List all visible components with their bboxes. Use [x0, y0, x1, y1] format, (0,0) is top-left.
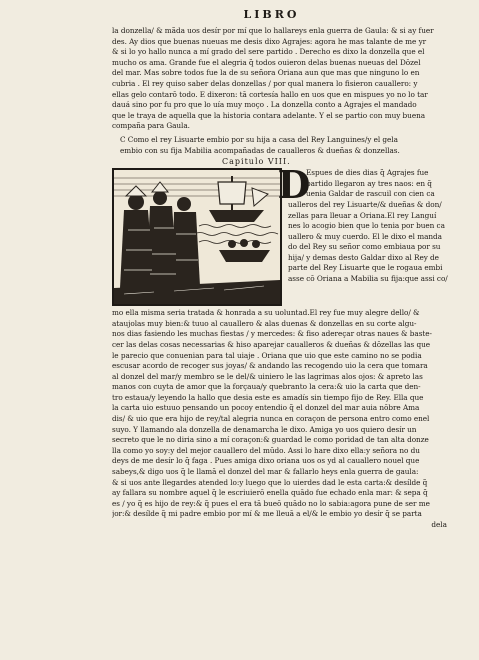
- text-line: sabeys,& digo uos q̃ le llamā el donzel del mar & fallarlo heys enla guerra de gaula:: [112, 467, 419, 477]
- text-line: le parecio que conuenian para tal uiaje . Oriana que uio que este camino no se podia: [112, 350, 422, 360]
- text-line: nos dias fasiendo les muchas fiestas / y mercedes: & fiso adereçar otras naues & baste-: [112, 329, 432, 339]
- main-paragraph: [112, 308, 451, 520]
- text-line: zellas para lleuar a Oriana.El rey Languí: [288, 210, 437, 220]
- catchword: dela: [431, 520, 447, 529]
- text-line: que le traya de aquella que la historia contara adelante. Y el se partio con muy buena: [112, 110, 426, 120]
- text-line: do del Rey su señor como embiaua por su: [288, 242, 441, 252]
- text-line: secreto que le no diria sino a mí coraçon:& guardad le como poridad de tan alta donze: [112, 435, 429, 445]
- text-line: es / yo q̃ es hijo de rey:& q̃ pues el era tā bueō quādo no lo sabia:agora pune de ser me: [112, 498, 430, 508]
- text-line: asse cō Oriana a Mabilia su fija:que assi co/: [288, 274, 448, 284]
- text-line: la carta uio estuuo pensando un pocoy entendio q̃ el donzel del mar auia nōbre Ama: [112, 403, 420, 413]
- text-line: compaña para Gaula.: [112, 121, 190, 131]
- text-line: & si lo yo hallo nunca a mí grado del sere partido . Derecho es dixo la donzella que el: [112, 47, 425, 57]
- drop-cap: D: [277, 162, 311, 208]
- text-line: al donzel del mar/y membro se le del/& uiniero le las lagrimas alos ojos: & apreto las: [112, 371, 423, 381]
- woodcut-scene-icon: [114, 170, 280, 304]
- beside-text: [288, 168, 451, 285]
- text-line: Espues de dies dias q̃ Agrajes fue: [306, 168, 429, 178]
- text-line: & si uos ante llegardes atended lo:y luego que lo uierdes dad le esta carta:& desílde q̃: [112, 477, 428, 487]
- caption-line: C Como el rey Lisuarte embio por su hija a casa del Rey Languines/y el gela: [120, 134, 398, 144]
- text-line: ay fallara su nombre aquel q̃ le escriuierō enella quādo fue echado enla mar: & sepa q̃: [112, 488, 428, 498]
- text-line: lla como yo soy:y del mejor cauallero del mūdo. Assi lo hare dixo ella:y señora no du: [112, 445, 420, 455]
- text-line: uallero & muy cuerdo. El le dixo el manda: [288, 231, 442, 241]
- text-line: cer las delas cosas necessarias & hiso aparejar caualleros & dueñas & dōzellas las que: [112, 339, 431, 349]
- text-line: cubria . El rey quiso saber delas donzellas / por qual manera lo fisieron cauallero: y: [112, 78, 418, 88]
- text-line: del mar. Mas sobre todos fue la de su señora Oriana aun que mas que ninguno lo en: [112, 68, 420, 78]
- top-paragraph: [112, 26, 451, 132]
- text-line: nes lo acogio bien que lo tenia por buen ca: [288, 221, 445, 231]
- caption-line: embio con su fija Mabilia acompañadas de caualleros & dueñas & donzellas.: [120, 145, 400, 155]
- text-line: des. Ay dios que buenas nueuas me desis dixo Agrajes: agora he mas talante de me yr: [112, 36, 427, 46]
- text-line: ualleros del rey Lisuarte/& dueñas & don/: [288, 199, 442, 209]
- text-line: ellas gelo contarō todo. E dixeron: tā cortesía hallo en uos que en mispues yo no lo tar: [112, 89, 428, 99]
- text-line: la donzella/ & mãda uos desír por mí que lo hallareys enla guerra de Gaula: & si ay fuer: [112, 26, 434, 35]
- woodcut-illustration: [112, 168, 282, 306]
- text-line: manos con cuyta de amor que la forçaua/y quebranto la cera:& uio la carta que den-: [112, 382, 421, 392]
- text-line: uenia Galdar de rascuil con cien ca: [306, 189, 435, 199]
- chapter-caption: [112, 135, 451, 156]
- text-line: dauá sino por fu pro que lo uía muy moço . La donzella conto a Agrajes el mandado: [112, 100, 417, 110]
- text-line: hija/ y demas desto Galdar dixo al Rey de: [288, 252, 439, 262]
- text-line: ataujolas muy bien:& tuuo al cauallero & alas duenas & donzellas en su corte algu-: [112, 318, 417, 328]
- text-line: tro estaua/y leyendo la hallo que desia este es amadís sin tiempo fijo de Rey. Ella que: [112, 392, 424, 402]
- text-line: jor:& desílde q̃ mi padre embio por mí & me lleuā a el/& le embio yo desír q̃ se parta: [112, 509, 422, 519]
- text-line: dis/ & uio que era hijo de rey/tal alegria nunca en coraçon de persona entro como enel: [112, 414, 430, 424]
- chapter-label: Capitulo VIII.: [222, 157, 291, 167]
- text-line: suyo. Y llamando ala donzella de denamarcha le dixo. Amiga yo uos quiero desír un: [112, 424, 417, 434]
- text-line: escusar acordo de recoger sus joyas/ & andando las recogendo uio la cera que tomara: [112, 361, 428, 371]
- text-line: partido llegaron ay tres naos: en q̃: [306, 178, 432, 188]
- text-line: mo ella misma seria tratada & honrada a su uoluntad.El rey fue muy alegre dello/ &: [112, 308, 420, 318]
- text-line: deys de me desír lo q̃ faga . Pues amiga dixo oriana uos os yd al cauallero nouel que: [112, 456, 420, 466]
- text-line: mucho os ama. Grande fue el alegria q̃ todos ouieron delas buenas nueuas del Dōzel: [112, 57, 421, 67]
- running-head: LIBRO: [243, 8, 300, 21]
- text-line: parte del Rey Lisuarte que le rogaua embi: [288, 263, 443, 273]
